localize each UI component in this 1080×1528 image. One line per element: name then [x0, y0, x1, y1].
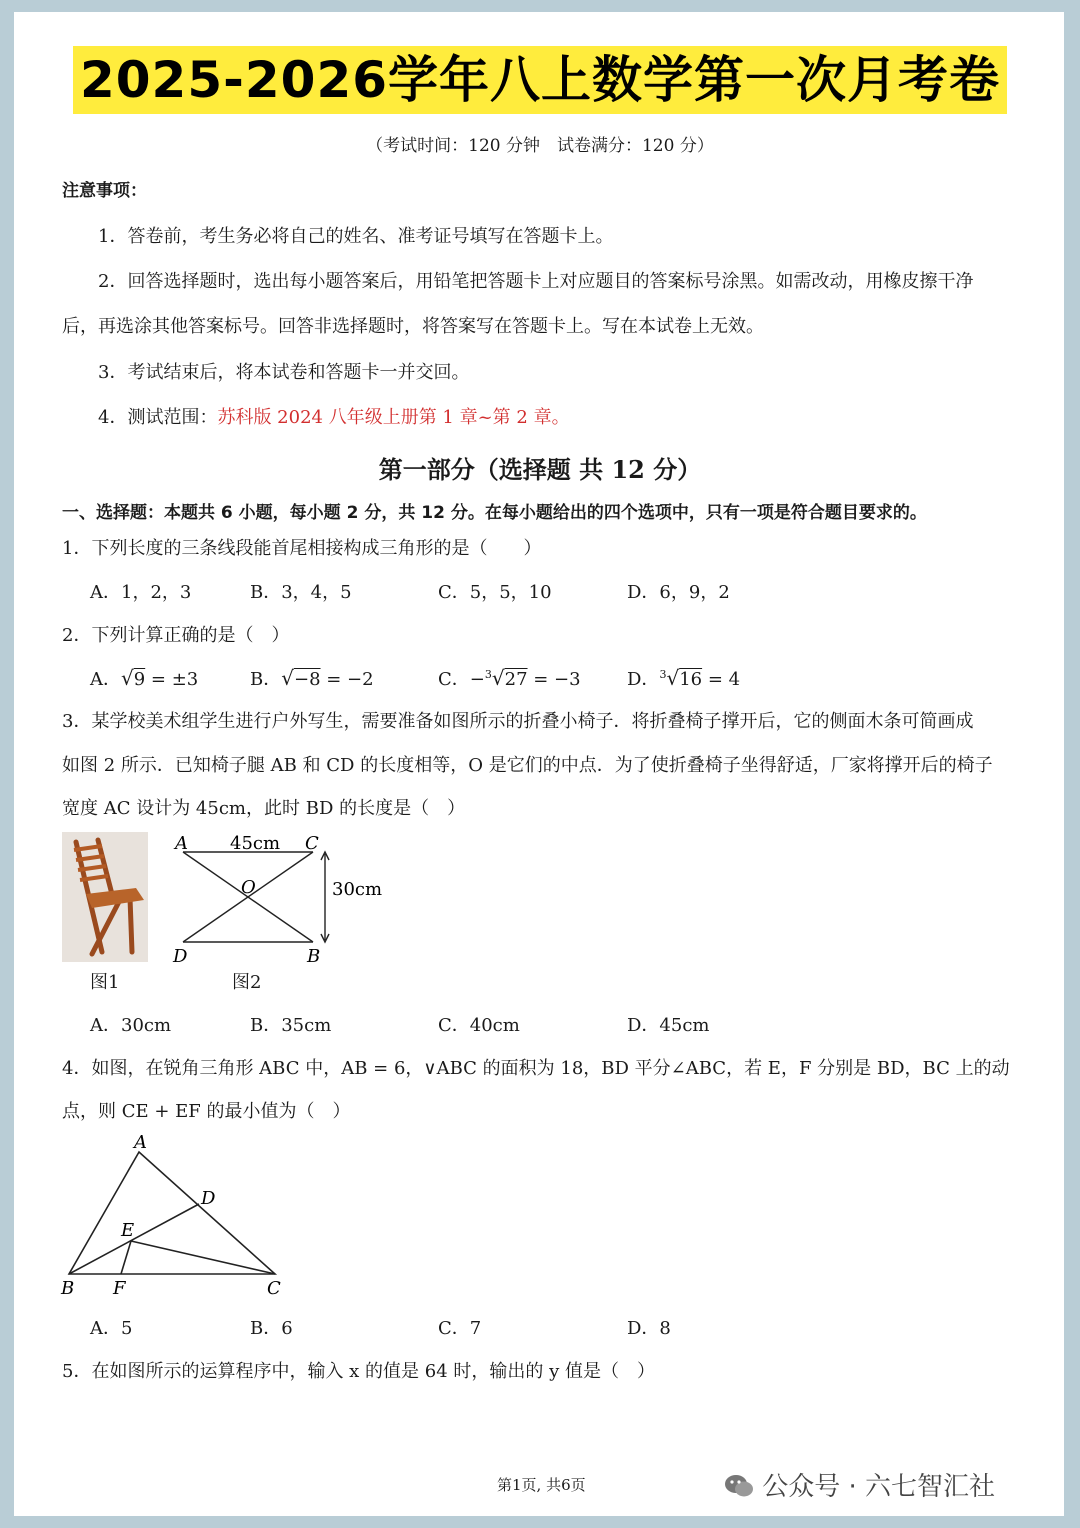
q4-line-2: 点，则 CE + EF 的最小值为（ ）	[62, 1101, 351, 1122]
q2-option-b: B．√−8 = −2	[250, 666, 374, 690]
q4-line-1: 4．如图，在锐角三角形 ABC 中，AB = 6，∨ABC 的面积为 18，BD 平分∠ABC，若 E，F 分别是 BD，BC 上的动	[62, 1058, 1010, 1079]
label-b: B	[61, 1278, 75, 1299]
notice-item-3: 3．考试结束后，将本试卷和答题卡一并交回。	[98, 362, 470, 383]
section1-intro: 一、选择题：本题共 6 小题，每小题 2 分，共 12 分。在每小题给出的四个选项中，只有一项是符合题目要求的。	[62, 503, 927, 523]
q3-option-a: A．30cm	[90, 1015, 172, 1036]
notice-item-4	[98, 403, 570, 429]
figure-1-caption: 图1	[90, 972, 120, 993]
cbrt-sign: √	[491, 666, 505, 690]
wechat-icon	[724, 1473, 754, 1499]
watermark-text: 公众号 · 六七智汇社	[762, 1472, 996, 1502]
folding-chair-photo	[62, 832, 148, 962]
cbrt-sign: √	[666, 666, 680, 690]
test-scope: 苏科版 2024 八年级上册第 1 章~第 2 章。	[217, 407, 570, 428]
q2-option-a: A．√9 = ±3	[90, 666, 199, 690]
label-o: O	[241, 877, 256, 898]
label-d: D	[173, 946, 188, 967]
label-b: B	[307, 946, 321, 967]
q3-option-d: D．45cm	[627, 1015, 710, 1036]
label-f: F	[113, 1278, 126, 1299]
triangle-abc	[69, 1152, 275, 1274]
q1-option-d: D．6，9，2	[627, 582, 730, 603]
notice-item-2a: 2．回答选择题时，选出每小题答案后，用铅笔把答题卡上对应题目的答案标号涂黑。如需改动，用橡皮擦干净	[98, 271, 974, 292]
q4-option-b: B．6	[250, 1318, 293, 1339]
notice-heading: 注意事项：	[62, 181, 147, 201]
q1-option-a: A．1，2，3	[90, 582, 192, 603]
label-c: C	[267, 1278, 281, 1299]
q3-option-c: C．40cm	[438, 1015, 520, 1036]
sqrt-sign: √	[281, 666, 294, 690]
triangle-abc-diagram	[55, 1128, 295, 1303]
exam-subtitle: （考试时间：120 分钟 试卷满分：120 分）	[366, 136, 714, 156]
q1-stem: 1．下列长度的三条线段能首尾相接构成三角形的是（ ）	[62, 538, 542, 559]
title-highlight	[73, 46, 1007, 114]
q4-option-a: A．5	[90, 1318, 133, 1339]
q2-option-d: D．$^3$√16 = 4	[627, 666, 741, 690]
q2-stem: 2．下列计算正确的是（ ）	[62, 625, 290, 646]
label-a: A	[134, 1132, 147, 1153]
label-e: E	[121, 1220, 135, 1241]
notice-item-4-prefix: 4．测试范围：	[98, 407, 218, 428]
segment-ce	[131, 1241, 275, 1274]
q1-option-b: B．3，4，5	[250, 582, 352, 603]
q4-option-c: C．7	[438, 1318, 482, 1339]
figure-2-caption: 图2	[232, 972, 262, 993]
label-a: A	[175, 833, 188, 854]
height-label: 30cm	[332, 879, 383, 900]
q2-option-c: C．−$^3$√27 = −3	[438, 666, 581, 690]
figure-2-diagram	[165, 830, 395, 970]
notice-item-1: 1．答卷前，考生务必将自己的姓名、准考证号填写在答题卡上。	[98, 226, 614, 247]
q5-stem: 5．在如图所示的运算程序中，输入 x 的值是 64 时，输出的 y 值是（ ）	[62, 1361, 656, 1382]
q4-option-d: D．8	[627, 1318, 671, 1339]
q3-line-1: 3．某学校美术组学生进行户外写生，需要准备如图所示的折叠小椅子．将折叠椅子撑开后，它的侧面木条可简画成	[62, 711, 974, 732]
q3-line-2: 如图 2 所示．已知椅子腿 AB 和 CD 的长度相等，O 是它们的中点．为了使折叠椅子坐得舒适，厂家将撑开后的椅子	[62, 755, 993, 776]
sqrt-sign: √	[121, 666, 134, 690]
q3-line-3: 宽度 AC 设计为 45cm，此时 BD 的长度是（ ）	[62, 798, 466, 819]
label-c: C	[305, 833, 319, 854]
page-footer: 第1页, 共6页	[497, 1476, 586, 1494]
watermark	[724, 1466, 995, 1503]
page-title: 2025-2026学年八上数学第一次月考卷	[79, 51, 1001, 109]
part1-title: 第一部分（选择题 共 12 分）	[378, 455, 702, 484]
notice-item-2b: 后，再选涂其他答案标号。回答非选择题时，将答案写在答题卡上。写在本试卷上无效。	[62, 316, 764, 337]
q1-option-c: C．5，5，10	[438, 582, 552, 603]
q3-option-b: B．35cm	[250, 1015, 332, 1036]
width-label: 45cm	[230, 833, 281, 854]
label-d: D	[201, 1188, 216, 1209]
